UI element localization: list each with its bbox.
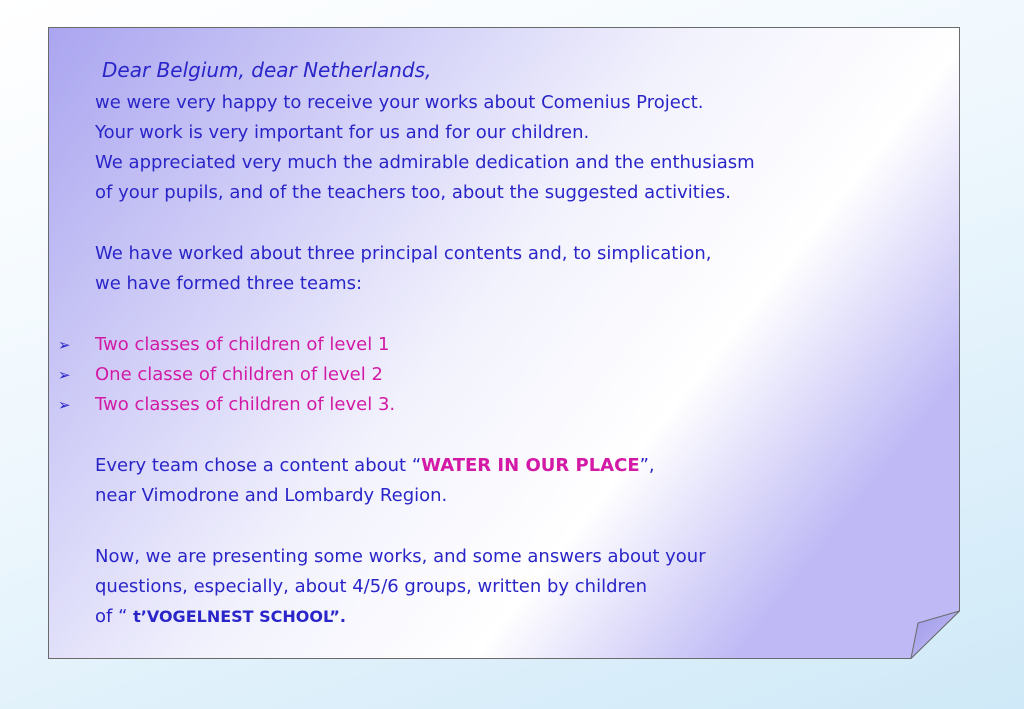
paragraph4-line2: questions, especially, about 4/5/6 groups, written by children: [95, 576, 647, 597]
arrow-bullet-icon: ➢: [58, 336, 71, 354]
team-item-2: One classe of children of level 2: [95, 364, 383, 385]
greeting-line: Dear Belgium, dear Netherlands,: [102, 58, 432, 82]
team-item-3: Two classes of children of level 3.: [95, 394, 396, 415]
paragraph3-line1: [95, 455, 655, 477]
paragraph1-line1: we were very happy to receive your works about Comenius Project.: [95, 92, 704, 113]
letter-text: [48, 27, 960, 659]
arrow-bullet-icon: ➢: [58, 396, 71, 414]
letter-note: [48, 27, 960, 659]
school-name: t’VOGELNEST SCHOOL”.: [133, 607, 346, 626]
paragraph2-line1: We have worked about three principal contents and, to simplication,: [95, 243, 712, 264]
paragraph3-line2: near Vimodrone and Lombardy Region.: [95, 485, 448, 506]
paragraph1-line4: of your pupils, and of the teachers too, about the suggested activities.: [95, 182, 731, 203]
paragraph4-line1: Now, we are presenting some works, and some answers about your: [95, 546, 706, 567]
arrow-bullet-icon: ➢: [58, 366, 71, 384]
paragraph3-suffix: ”,: [639, 455, 655, 476]
paragraph4-line3-prefix: of “: [95, 606, 134, 627]
content-highlight: WATER IN OUR PLACE: [421, 455, 640, 476]
paragraph1-line3: We appreciated very much the admirable dedication and the enthusiasm: [95, 152, 755, 173]
paragraph3-prefix: Every team chose a content about “: [95, 455, 422, 476]
paragraph2-line2: we have formed three teams:: [95, 273, 363, 294]
paragraph1-line2: Your work is very important for us and for our children.: [95, 122, 590, 143]
team-item-1: Two classes of children of level 1: [95, 334, 390, 355]
paragraph4-line3: [95, 606, 346, 628]
